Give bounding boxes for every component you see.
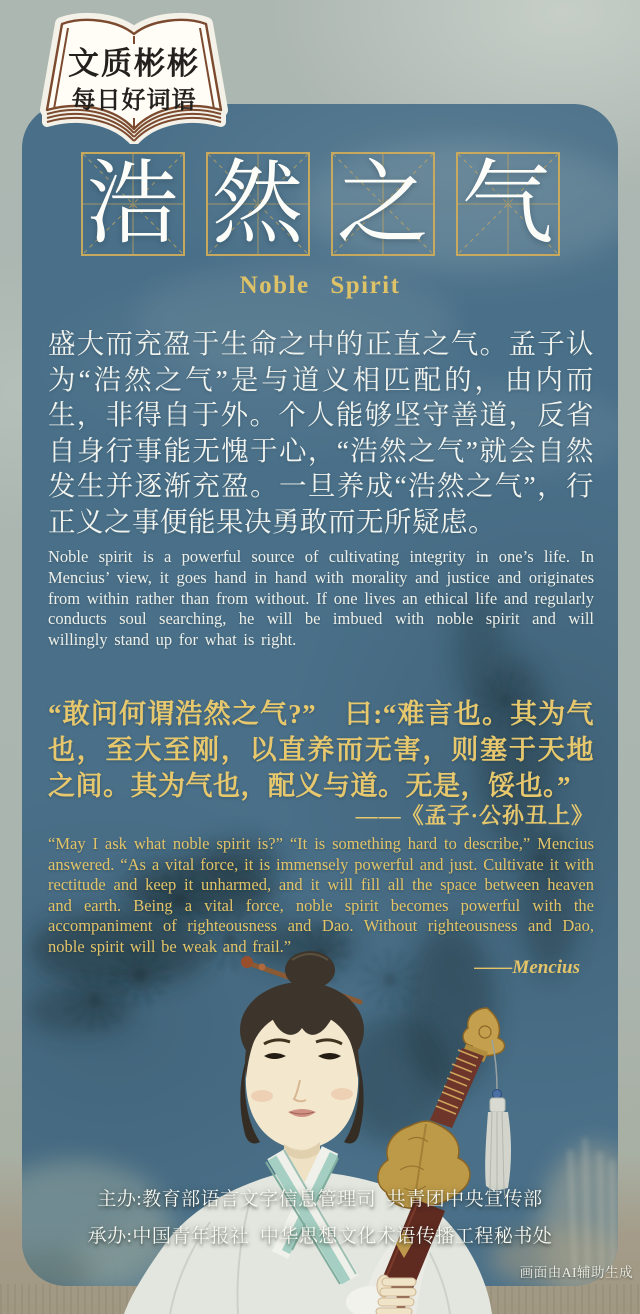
title-character: 之 xyxy=(336,153,429,255)
title-english: Noble Spirit xyxy=(239,272,401,299)
footer-organizer-line: 承办:中国青年报社 中华思想文化术语传播工程秘书处 xyxy=(87,1226,553,1247)
character-grid-box xyxy=(331,152,435,256)
definition-chinese: 盛大而充盈于生命之中的正直之气。孟子认为“浩然之气”是与道义相匹配的，由内而生，非得自于外。个人能够坚守善道，反省自身行事能无愧于心，“浩然之气”就会自然发生并逐渐充盈。一旦养成“浩然之气”，行正义之事便能果决勇敢而无所疑虑。 xyxy=(48,328,594,537)
badge-title: 文质彬彬 xyxy=(68,46,200,81)
quote-english: “May I ask what noble spirit is?” “It is something hard to describe,” Mencius answered. “As a vital force, it is immensely powerful and just. Cultivate it with rectitude and keep it unharmed, and it will fill all the space between heaven and earth. Being a vital force, noble spirit becomes powerful with the accompaniment of righteousness and Dao. Without righteousness and Dao, noble spirit will be weak and frail.” xyxy=(48,834,594,956)
sword-tassel xyxy=(485,1040,511,1200)
ai-generated-note: 画面由AI辅助生成 xyxy=(519,1265,633,1280)
character-grid-box xyxy=(81,152,185,256)
open-book-icon xyxy=(34,10,234,144)
hand xyxy=(376,1275,416,1314)
face xyxy=(246,1012,358,1150)
footer-host-line: 主办:教育部语言文字信息管理司 共青团中央宣传部 xyxy=(97,1189,543,1210)
title-grid-row xyxy=(0,152,640,256)
definition-english: Noble spirit is a powerful source of cultivating integrity in one’s life. In Mencius’ view, it goes hand in hand with morality and justice and originates from within rather than from without. If one lives an ethical life and regularly conducts soul searching, he will be imbued with noble spirit and will willingly stand up for what is right. xyxy=(48,547,594,650)
brand-badge xyxy=(34,10,234,144)
quote-english-source: ——Mencius xyxy=(474,957,580,978)
quote-chinese: “敢问何谓浩然之气?” 曰:“难言也。其为气也，至大至刚，以直养而无害，则塞于天地之间。其为气也，配义与道。无是，馁也。” xyxy=(48,699,594,801)
title-character: 然 xyxy=(211,153,304,255)
badge-subtitle: 每日好词语 xyxy=(71,88,197,114)
quote-chinese-source: ——《孟子·公孙丑上》 xyxy=(355,803,594,828)
character-grid-box xyxy=(206,152,310,256)
title-character: 气 xyxy=(461,153,554,255)
title-character: 浩 xyxy=(86,153,179,255)
character-grid-box xyxy=(456,152,560,256)
